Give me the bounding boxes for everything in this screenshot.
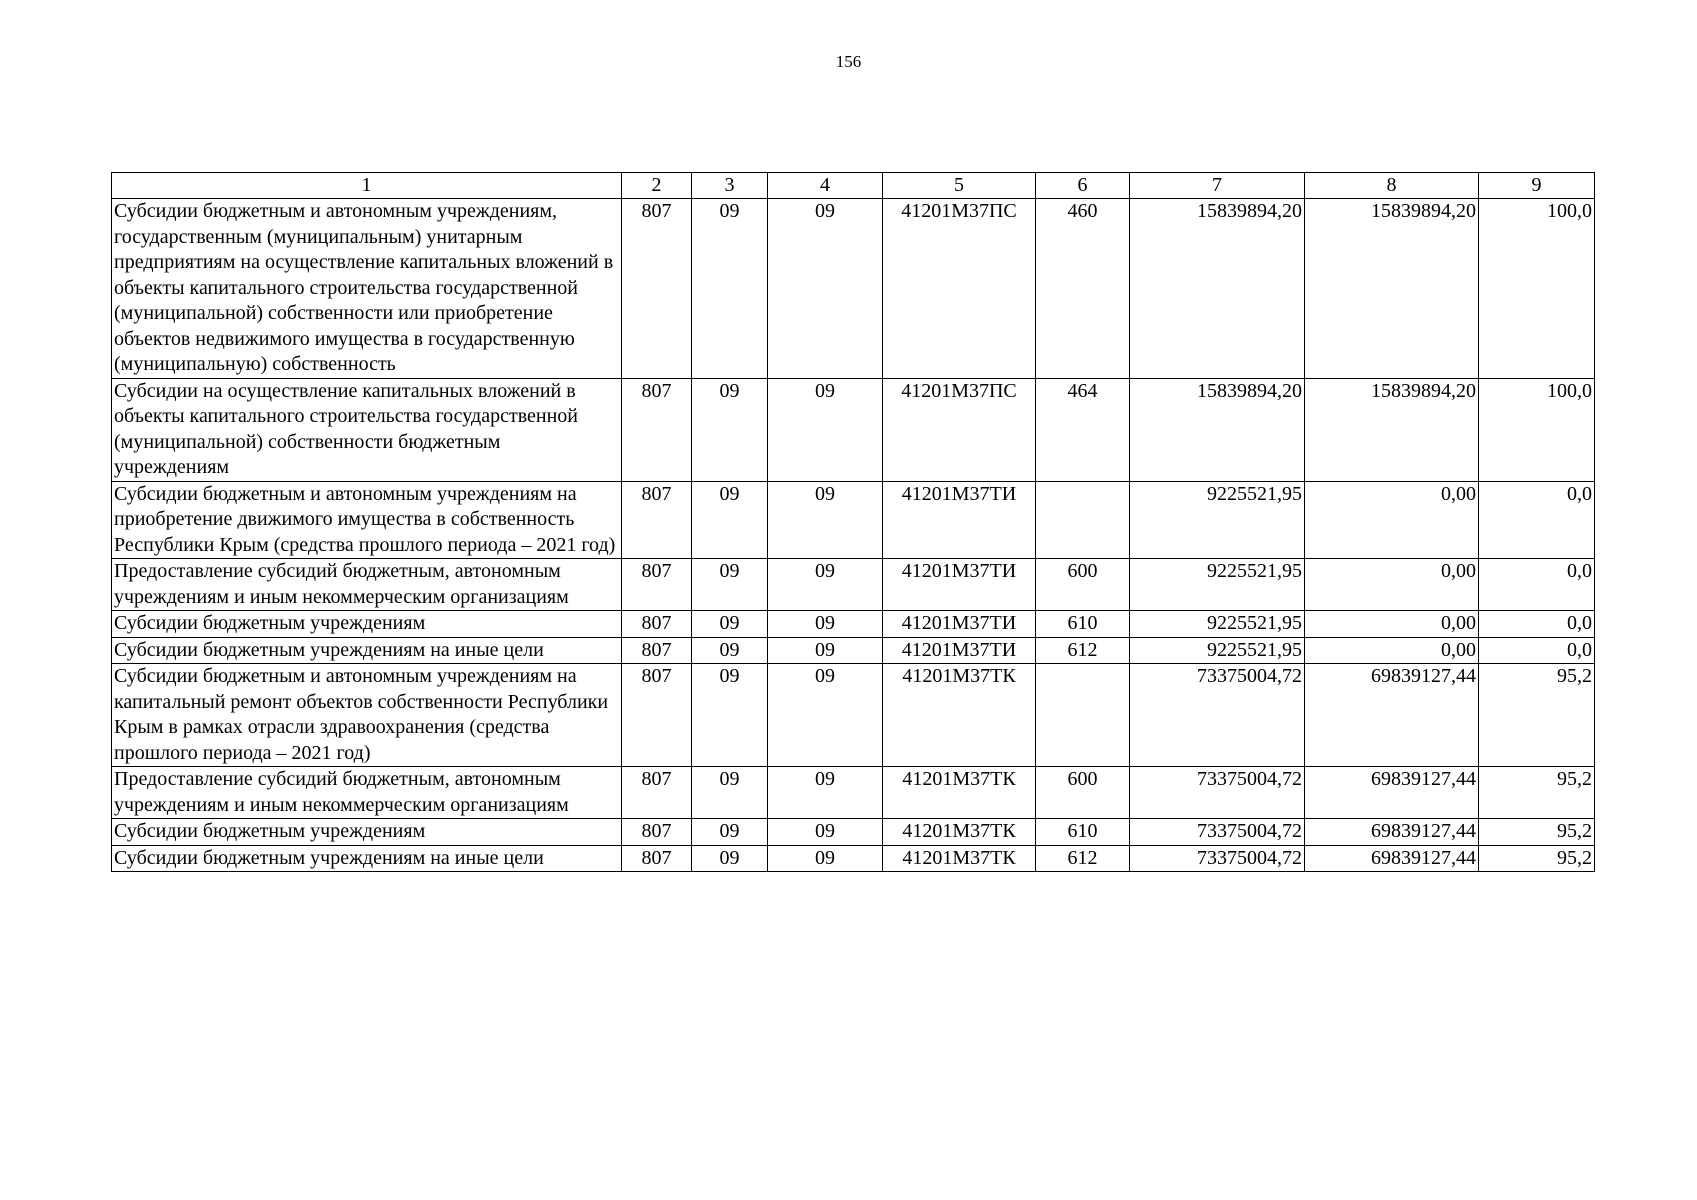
cell-col7: 73375004,72 <box>1130 819 1305 846</box>
cell-col3: 09 <box>692 767 768 819</box>
cell-col6 <box>1036 481 1130 559</box>
cell-col4: 09 <box>768 559 883 611</box>
col-header-6: 6 <box>1036 173 1130 199</box>
table-row <box>112 845 1595 872</box>
budget-table <box>111 172 1595 872</box>
cell-col6: 464 <box>1036 378 1130 481</box>
cell-col9: 0,0 <box>1479 559 1595 611</box>
cell-col8: 0,00 <box>1305 637 1479 664</box>
cell-col2: 807 <box>622 611 692 638</box>
cell-col9: 95,2 <box>1479 819 1595 846</box>
cell-col2: 807 <box>622 664 692 767</box>
cell-col4: 09 <box>768 611 883 638</box>
table-row <box>112 637 1595 664</box>
cell-col7: 9225521,95 <box>1130 611 1305 638</box>
cell-col9: 0,0 <box>1479 637 1595 664</box>
cell-col2: 807 <box>622 637 692 664</box>
table-row <box>112 378 1595 481</box>
cell-col7: 9225521,95 <box>1130 559 1305 611</box>
cell-col9: 100,0 <box>1479 378 1595 481</box>
cell-col4: 09 <box>768 199 883 379</box>
row-name: Субсидии на осуществление капитальных вложений в объекты капитального строительства государственной (муниципальной) собственности бюджетным учреждениям <box>112 378 622 481</box>
cell-col9: 100,0 <box>1479 199 1595 379</box>
cell-col3: 09 <box>692 664 768 767</box>
cell-col7: 15839894,20 <box>1130 199 1305 379</box>
cell-col7: 15839894,20 <box>1130 378 1305 481</box>
cell-col5: 41201М37ТИ <box>883 637 1036 664</box>
cell-col5: 41201М37ПС <box>883 199 1036 379</box>
cell-col3: 09 <box>692 199 768 379</box>
cell-col2: 807 <box>622 199 692 379</box>
cell-col5: 41201М37ТК <box>883 767 1036 819</box>
cell-col3: 09 <box>692 637 768 664</box>
col-header-2: 2 <box>622 173 692 199</box>
header-row <box>112 173 1595 199</box>
cell-col2: 807 <box>622 767 692 819</box>
cell-col6 <box>1036 664 1130 767</box>
col-header-9: 9 <box>1479 173 1595 199</box>
cell-col3: 09 <box>692 481 768 559</box>
table-row <box>112 481 1595 559</box>
cell-col6: 612 <box>1036 637 1130 664</box>
cell-col4: 09 <box>768 767 883 819</box>
cell-col3: 09 <box>692 819 768 846</box>
cell-col3: 09 <box>692 559 768 611</box>
col-header-4: 4 <box>768 173 883 199</box>
cell-col9: 0,0 <box>1479 611 1595 638</box>
row-name: Субсидии бюджетным и автономным учреждениям, государственным (муниципальным) унитарным предприятиям на осуществление капитальных вложений в объекты капитального строительства государственной (муниципальной) собственности или приобретение объектов недвижимого имущества в государственную (муниципальную) собственность <box>112 199 622 379</box>
cell-col8: 0,00 <box>1305 481 1479 559</box>
col-header-7: 7 <box>1130 173 1305 199</box>
row-name: Предоставление субсидий бюджетным, автономным учреждениям и иным некоммерческим организациям <box>112 559 622 611</box>
col-header-3: 3 <box>692 173 768 199</box>
row-name: Субсидии бюджетным и автономным учреждениям на капитальный ремонт объектов собственности Республики Крым в рамках отрасли здравоохранения (средства прошлого периода – 2021 год) <box>112 664 622 767</box>
cell-col3: 09 <box>692 845 768 872</box>
page-number: 156 <box>835 52 862 71</box>
cell-col9: 95,2 <box>1479 767 1595 819</box>
cell-col4: 09 <box>768 637 883 664</box>
cell-col8: 15839894,20 <box>1305 199 1479 379</box>
cell-col5: 41201М37ТК <box>883 664 1036 767</box>
cell-col3: 09 <box>692 378 768 481</box>
col-header-5: 5 <box>883 173 1036 199</box>
cell-col4: 09 <box>768 819 883 846</box>
table-row <box>112 767 1595 819</box>
col-header-1: 1 <box>112 173 622 199</box>
cell-col5: 41201М37ТИ <box>883 559 1036 611</box>
cell-col6: 600 <box>1036 559 1130 611</box>
cell-col6: 610 <box>1036 819 1130 846</box>
cell-col5: 41201М37ПС <box>883 378 1036 481</box>
cell-col2: 807 <box>622 481 692 559</box>
cell-col3: 09 <box>692 611 768 638</box>
cell-col9: 95,2 <box>1479 664 1595 767</box>
row-name: Субсидии бюджетным учреждениям на иные цели <box>112 845 622 872</box>
table-row <box>112 559 1595 611</box>
cell-col8: 69839127,44 <box>1305 767 1479 819</box>
cell-col2: 807 <box>622 845 692 872</box>
cell-col4: 09 <box>768 378 883 481</box>
cell-col4: 09 <box>768 664 883 767</box>
row-name: Субсидии бюджетным и автономным учреждениям на приобретение движимого имущества в собственность Республики Крым (средства прошлого периода – 2021 год) <box>112 481 622 559</box>
cell-col6: 612 <box>1036 845 1130 872</box>
col-header-8: 8 <box>1305 173 1479 199</box>
cell-col5: 41201М37ТИ <box>883 481 1036 559</box>
cell-col9: 95,2 <box>1479 845 1595 872</box>
cell-col2: 807 <box>622 378 692 481</box>
cell-col7: 73375004,72 <box>1130 664 1305 767</box>
row-name: Субсидии бюджетным учреждениям <box>112 819 622 846</box>
cell-col7: 9225521,95 <box>1130 481 1305 559</box>
table-row <box>112 199 1595 379</box>
cell-col9: 0,0 <box>1479 481 1595 559</box>
table-row <box>112 819 1595 846</box>
cell-col8: 69839127,44 <box>1305 819 1479 846</box>
cell-col8: 15839894,20 <box>1305 378 1479 481</box>
cell-col5: 41201М37ТК <box>883 845 1036 872</box>
cell-col5: 41201М37ТИ <box>883 611 1036 638</box>
cell-col8: 69839127,44 <box>1305 845 1479 872</box>
cell-col4: 09 <box>768 845 883 872</box>
cell-col7: 73375004,72 <box>1130 767 1305 819</box>
table-row <box>112 611 1595 638</box>
cell-col8: 0,00 <box>1305 611 1479 638</box>
cell-col6: 610 <box>1036 611 1130 638</box>
cell-col8: 0,00 <box>1305 559 1479 611</box>
cell-col6: 600 <box>1036 767 1130 819</box>
row-name: Предоставление субсидий бюджетным, автономным учреждениям и иным некоммерческим организациям <box>112 767 622 819</box>
row-name: Субсидии бюджетным учреждениям на иные цели <box>112 637 622 664</box>
cell-col2: 807 <box>622 819 692 846</box>
cell-col5: 41201М37ТК <box>883 819 1036 846</box>
table-row <box>112 664 1595 767</box>
cell-col2: 807 <box>622 559 692 611</box>
cell-col7: 73375004,72 <box>1130 845 1305 872</box>
cell-col6: 460 <box>1036 199 1130 379</box>
cell-col7: 9225521,95 <box>1130 637 1305 664</box>
row-name: Субсидии бюджетным учреждениям <box>112 611 622 638</box>
cell-col8: 69839127,44 <box>1305 664 1479 767</box>
cell-col4: 09 <box>768 481 883 559</box>
